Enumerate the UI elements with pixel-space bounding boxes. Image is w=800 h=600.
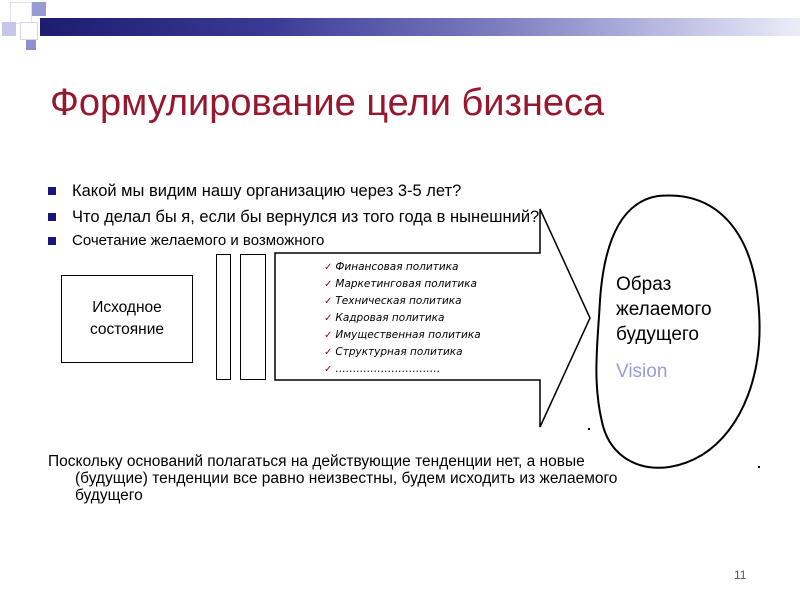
start-state-box xyxy=(61,275,193,363)
policy-item xyxy=(324,259,481,276)
policy-label: Маркетинговая политика xyxy=(335,278,477,290)
vision-label: Vision xyxy=(616,361,668,382)
stray-dot xyxy=(758,466,760,468)
slide-title: Формулирование цели бизнеса xyxy=(50,82,605,124)
future-image-label: Образ желаемого будущего xyxy=(616,274,712,345)
conclusion-paragraph xyxy=(48,453,748,504)
bullet-text: Какой мы видим нашу организацию через 3-5 лет? xyxy=(72,182,462,200)
policy-item xyxy=(324,361,481,378)
policy-label: Финансовая политика xyxy=(335,261,459,273)
checkmark-icon: ✓ xyxy=(324,330,333,341)
policy-label: Структурная политика xyxy=(335,346,463,358)
policy-item xyxy=(324,276,481,293)
checkmark-icon: ✓ xyxy=(324,296,333,307)
narrow-bar xyxy=(240,254,266,380)
policy-list xyxy=(324,259,481,378)
start-state-label: Исходное состояние xyxy=(89,299,165,338)
stray-dot xyxy=(588,428,590,430)
policy-label: Имущественная политика xyxy=(335,329,481,341)
narrow-bar xyxy=(216,254,231,380)
checkmark-icon: ✓ xyxy=(324,279,333,290)
bullet-text: Сочетание желаемого и возможного xyxy=(72,232,325,249)
checkmark-icon: ✓ xyxy=(324,364,333,375)
policy-item xyxy=(324,344,481,361)
page-number: 11 xyxy=(734,568,747,582)
checkmark-icon: ✓ xyxy=(324,347,333,358)
policy-item xyxy=(324,310,481,327)
checkmark-icon: ✓ xyxy=(324,313,333,324)
bullet-text: Что делал бы я, если бы вернулся из того года в нынешний? xyxy=(72,208,540,226)
checkmark-icon: ✓ xyxy=(324,262,333,273)
policy-label: Техническая политика xyxy=(335,295,462,307)
policy-item xyxy=(324,327,481,344)
policy-label: Кадровая политика xyxy=(335,312,445,324)
conclusion-line-rest: (будущие) тенденции все равно неизвестны, будем исходить из желаемого будущего xyxy=(75,470,618,504)
policy-label: ………………………… xyxy=(335,363,441,375)
conclusion-line-1: Поскольку оснований полагаться на действующие тенденции нет, а новые xyxy=(48,453,585,470)
policy-item xyxy=(324,293,481,310)
